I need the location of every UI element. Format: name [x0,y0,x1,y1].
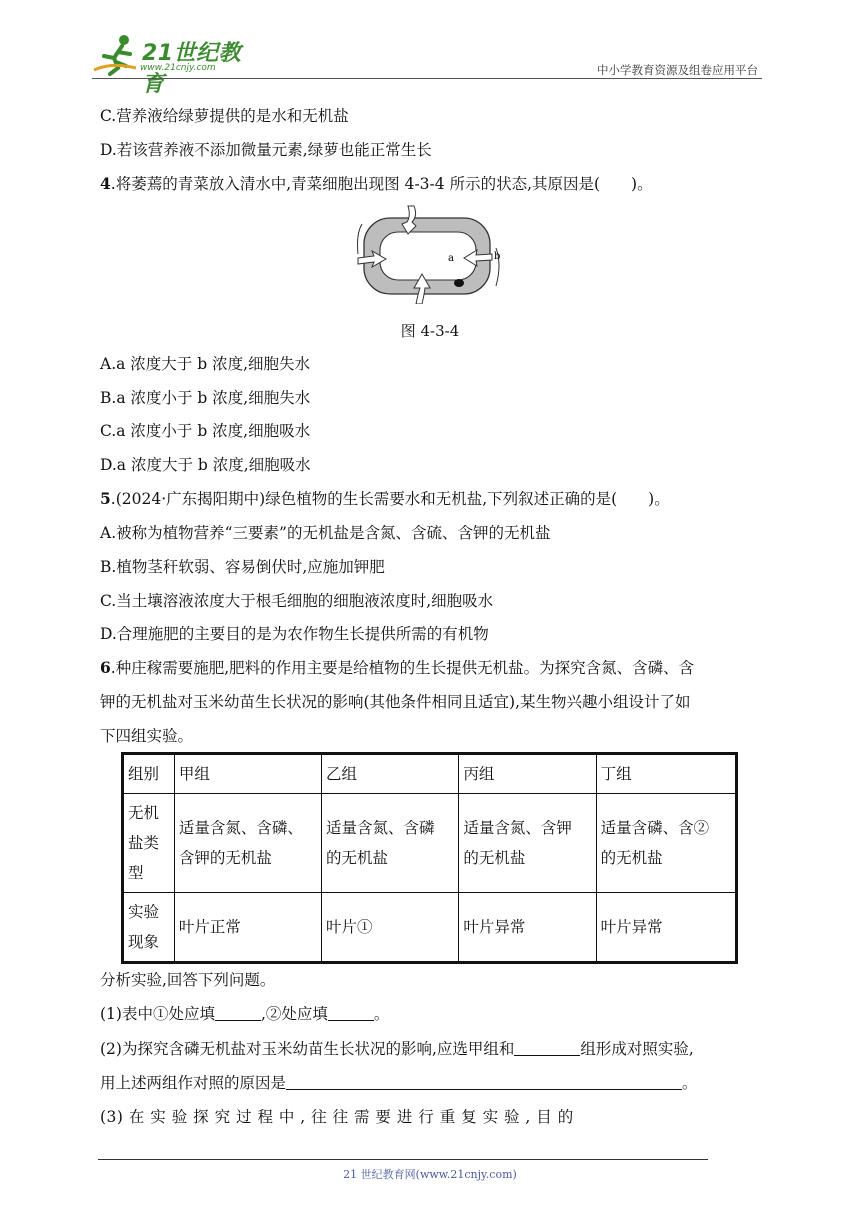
table-cell [174,794,321,893]
q6-stem-text-1: .种庄稼需要施肥,肥料的作用主要是给植物的生长提供无机盐。为探究含氮、含磷、含 [110,659,695,677]
q6-number: 6 [100,658,111,677]
q5-option-b: B.植物茎秆软弱、容易倒伏时,应施加钾肥 [100,558,385,576]
row-label-line: 盐类 [128,834,160,852]
sub1-text-a: (1)表中①处应填 [100,1005,215,1023]
q5-number: 5 [100,489,111,508]
cell-line: 适量含氮、含钾 [463,819,572,837]
row-label-line: 实验 [128,903,160,921]
figure-caption: 图 4-3-4 [400,322,460,340]
label-a: a [448,253,454,264]
row-label-salt-type [123,794,175,893]
sub2-text-c: 用上述两组作对照的原因是 [100,1074,287,1092]
experiment-table [121,752,738,964]
q5-stem [100,489,670,509]
table-cell: 叶片正常 [174,893,321,963]
q3-option-c: C.营养液给绿萝提供的是水和无机盐 [100,107,349,125]
table-header-cell: 组别 [123,754,175,794]
q6-sub1 [100,1004,389,1024]
cell-line: 的无机盐 [600,849,663,867]
q4-option-c: C.a 浓度小于 b 浓度,细胞吸水 [100,422,311,440]
table-cell: 叶片异常 [459,893,596,963]
answer-blank-2[interactable] [328,1006,374,1021]
q6-analysis: 分析实验,回答下列问题。 [100,971,276,989]
q4-option-a: A.a 浓度大于 b 浓度,细胞失水 [100,355,310,373]
q6-sub2-line-2 [100,1073,698,1093]
table-header-row [123,754,737,794]
cell-line: 的无机盐 [463,849,526,867]
q5-option-a: A.被称为植物营养“三要素”的无机盐是含氮、含硫、含钾的无机盐 [100,524,551,542]
sub2-text-b: 组形成对照实验, [580,1040,694,1058]
sub2-text-a: (2)为探究含磷无机盐对玉米幼苗生长状况的影响,应选甲组和 [100,1040,515,1058]
row-label-line: 型 [128,864,144,882]
q5-stem-text: .(2024·广东揭阳期中)绿色植物的生长需要水和无机盐,下列叙述正确的是( )。 [110,490,670,508]
header-divider [92,78,762,79]
q4-option-b: B.a 浓度小于 b 浓度,细胞失水 [100,389,311,407]
sub1-text-b: ,②处应填 [260,1005,328,1023]
footer-divider [98,1159,708,1160]
cell-line: 适量含氮、含磷 [326,819,435,837]
runner-logo-icon [92,32,142,76]
table-row-salt-type [123,794,737,893]
table-header-cell: 丙组 [459,754,596,794]
label-b: b [494,251,501,262]
cell-line: 含钾的无机盐 [178,849,272,867]
table-cell: 叶片① [322,893,459,963]
cell-line: 适量含磷、含② [600,819,710,837]
q4-number: 4 [100,174,111,193]
table-cell [459,794,596,893]
logo-url: www.21cnjy.com [140,63,216,73]
sub1-text-c: 。 [373,1005,390,1023]
q5-option-d: D.合理施肥的主要目的是为农作物生长提供所需的有机物 [100,625,489,643]
page-header [92,28,762,97]
cell-line: 适量含氮、含磷、 [178,819,303,837]
header-platform-text: 中小学教育资源及组卷应用平台 [597,63,758,77]
answer-blank-4[interactable] [286,1075,682,1090]
table-cell: 叶片异常 [596,893,736,963]
logo [92,32,262,97]
row-label-line: 无机 [128,804,160,822]
q5-option-c: C.当土壤溶液浓度大于根毛细胞的细胞液浓度时,细胞吸水 [100,592,494,610]
row-label-phenomenon [123,893,175,963]
table-header-cell: 甲组 [174,754,321,794]
logo-text: 21世纪教育 [142,41,242,97]
q6-stem-line-3: 下四组实验。 [100,727,194,745]
table-row-phenomenon [123,893,737,963]
footer-text: 21 世纪教育网(www.21cnjy.com) [343,1168,517,1181]
table-cell [596,794,736,893]
q6-stem-line-1 [100,658,694,678]
sub2-text-d: 。 [682,1074,698,1092]
cell-diagram [356,204,506,304]
table-header-cell: 丁组 [596,754,736,794]
row-label-line: 现象 [128,933,160,951]
q4-stem [100,174,653,194]
answer-blank-3[interactable] [514,1041,580,1056]
table-cell [322,794,459,893]
cell-line: 的无机盐 [326,849,389,867]
q3-option-d: D.若该营养液不添加微量元素,绿萝也能正常生长 [100,141,432,159]
table-header-cell: 乙组 [322,754,459,794]
plant-cell-figure [356,204,506,304]
q4-option-d: D.a 浓度大于 b 浓度,细胞吸水 [100,456,311,474]
q6-stem-line-2: 钾的无机盐对玉米幼苗生长状况的影响(其他条件相同且适宜),某生物兴趣小组设计了如 [100,693,691,711]
answer-blank-1[interactable] [215,1006,261,1021]
q6-sub3: (3) 在 实 验 探 究 过 程 中 , 往 往 需 要 进 行 重 复 实 验 , 目 的 [100,1108,574,1126]
q6-sub2-line-1 [100,1039,694,1059]
q4-stem-text: .将萎蔫的青菜放入清水中,青菜细胞出现图 4-3-4 所示的状态,其原因是( )。 [110,175,653,193]
